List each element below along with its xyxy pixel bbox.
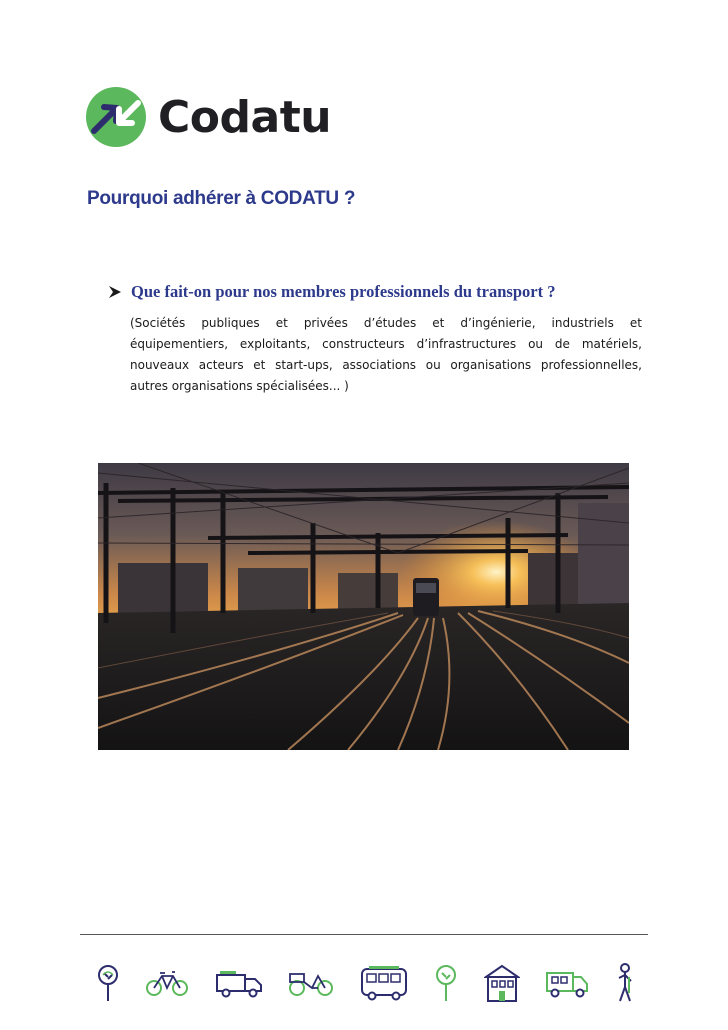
delivery-van-icon [545, 967, 589, 999]
tree-icon [96, 963, 120, 1003]
section-heading-text: Que fait-on pour nos membres professionnels du transport ? [131, 282, 556, 301]
codatu-logo-icon [86, 87, 146, 147]
footer-divider [80, 934, 648, 935]
bicycle-icon [145, 968, 189, 998]
section-heading [108, 282, 555, 302]
codatu-logo [86, 86, 331, 148]
footer-icon-row [96, 958, 636, 1008]
page-title: Pourquoi adhérer à CODATU ? [87, 188, 356, 209]
pedestrian-icon [614, 963, 636, 1003]
tree-icon [434, 963, 458, 1003]
building-icon [484, 963, 520, 1003]
bus-icon [359, 964, 409, 1002]
brand-name: Codatu [158, 91, 332, 143]
cargo-bike-icon [288, 968, 334, 998]
railway-tracks-at-sunset-photo [98, 463, 629, 750]
section-body-text: (Sociétés publiques et privées d’études et d’ingénierie, industriels et équipementiers, exploitants, constructeurs d’infrastructures ou de matériels, nouveaux acteurs et start-ups, associations ou organisations professionnelles, autres organisations spécialisées... ) [130, 316, 642, 393]
truck-icon [215, 967, 263, 999]
arrowhead-bullet-icon [108, 285, 122, 299]
